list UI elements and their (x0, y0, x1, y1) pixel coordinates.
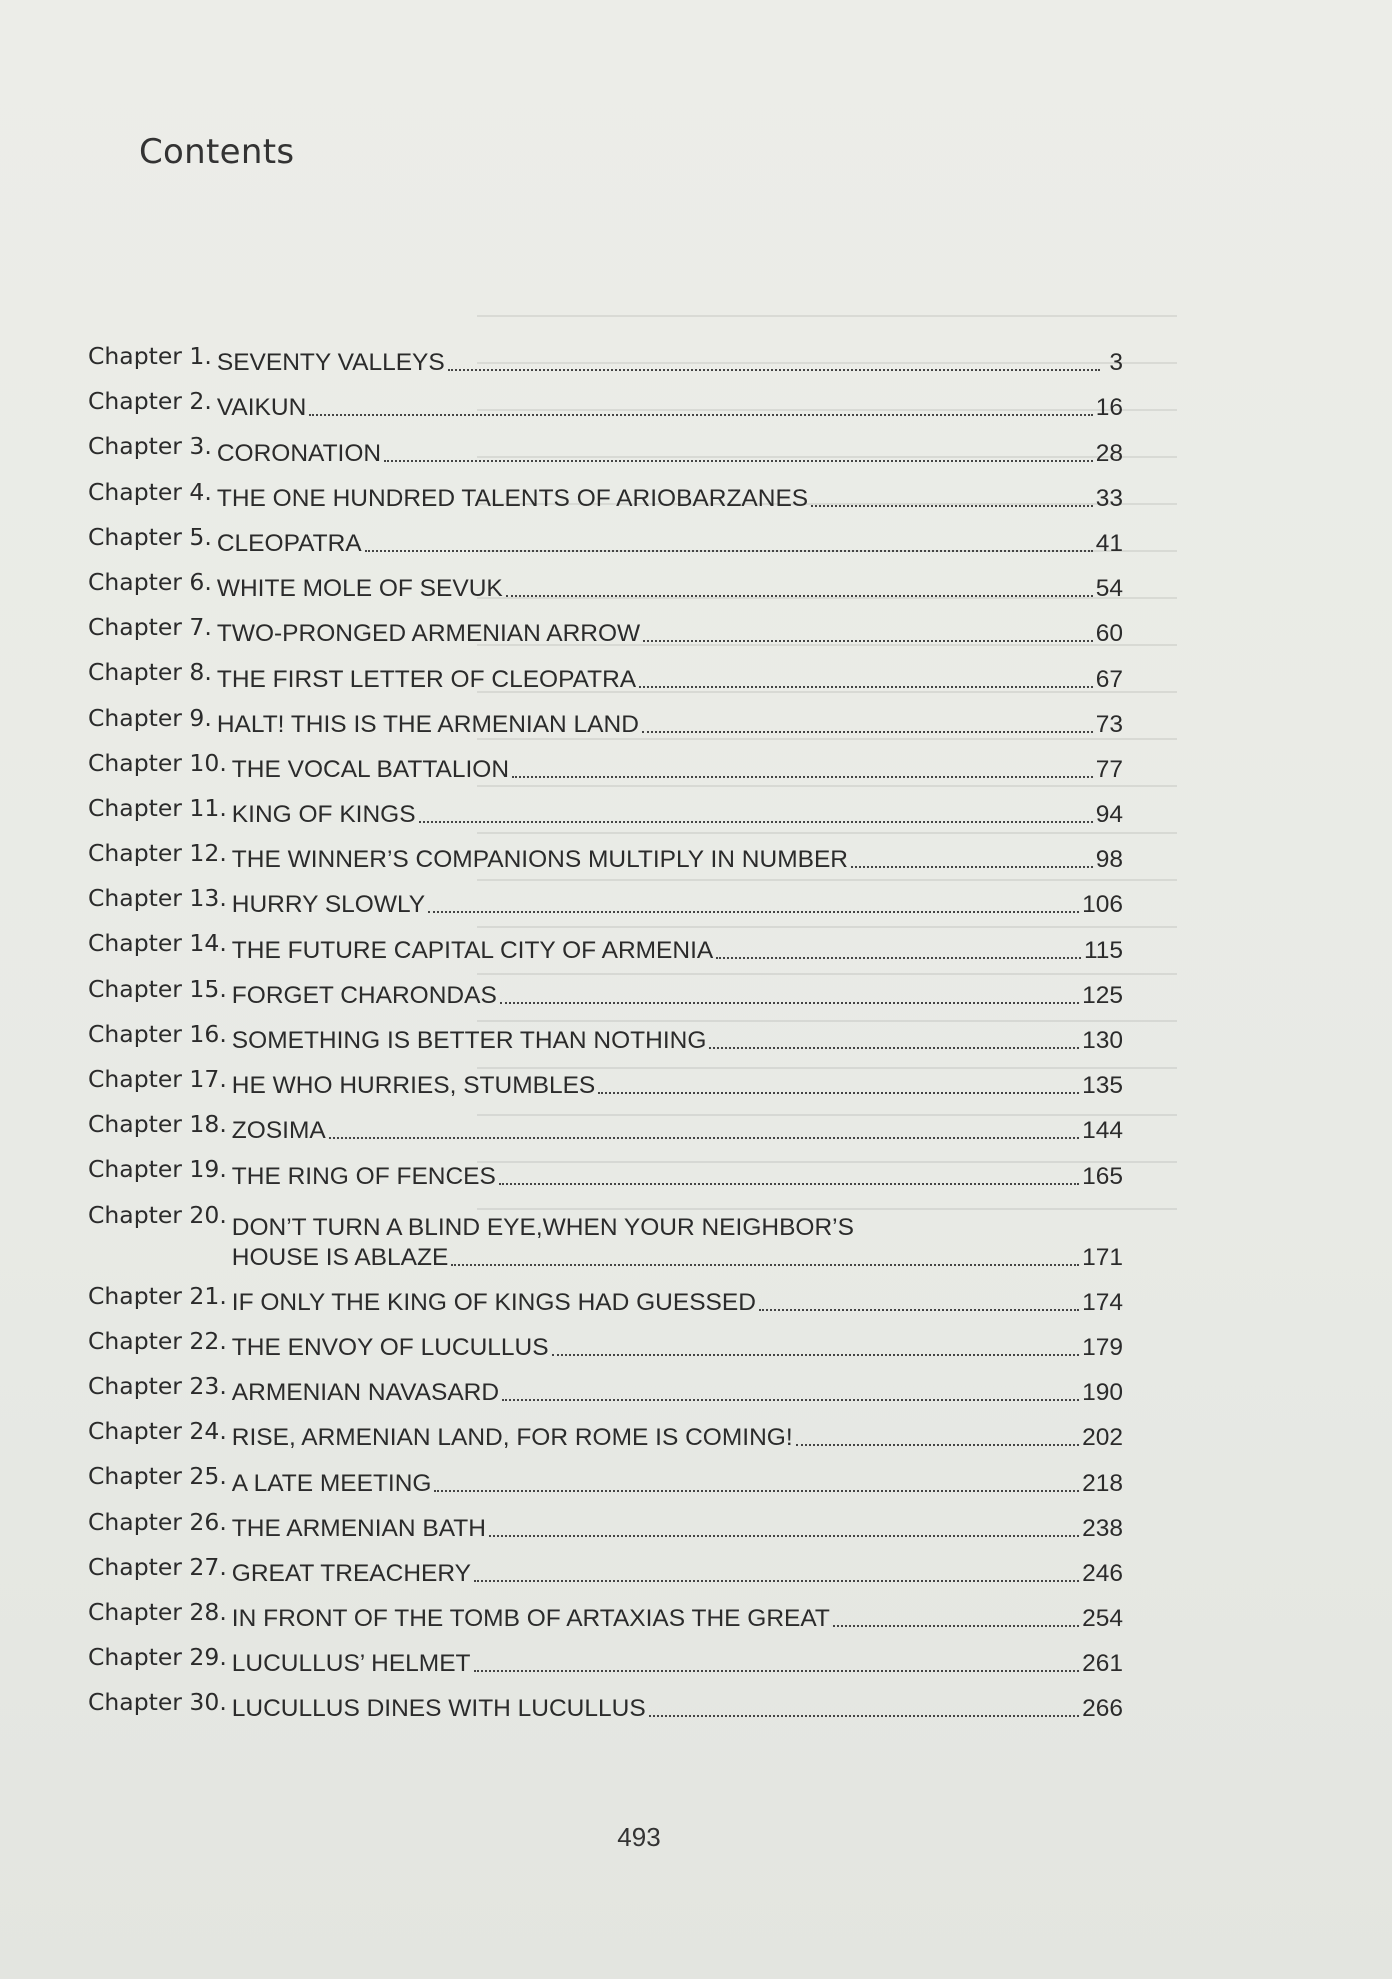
chapter-title: ARMENIAN NAVASARD (231, 1379, 500, 1407)
chapter-title: KING OF KINGS (231, 801, 416, 829)
entry-title-area (217, 574, 1123, 604)
entry-title-area (217, 439, 1123, 469)
entry-title-block (232, 1026, 1123, 1056)
entry-title-line (232, 936, 1123, 966)
entry-title-line (232, 1116, 1123, 1146)
entry-title-area (232, 800, 1123, 830)
entry-title-line (217, 393, 1123, 423)
entry-title-block (232, 1423, 1123, 1453)
entry-title-line (232, 1514, 1123, 1544)
dot-leader (419, 820, 1093, 823)
dot-leader (716, 956, 1081, 959)
entry-title-area (232, 1378, 1123, 1408)
toc-entry (88, 1499, 1123, 1544)
entry-title-block (232, 800, 1123, 830)
chapter-title: GREAT TREACHERY (231, 1559, 471, 1587)
entry-title-block (232, 1071, 1123, 1101)
entry-title-block (232, 845, 1123, 875)
toc-entry (88, 1101, 1123, 1146)
entry-title-area (232, 1071, 1123, 1101)
entry-title-line (217, 529, 1123, 559)
chapter-page-number: 3 (1109, 349, 1123, 377)
toc-entry (88, 604, 1123, 649)
chapter-page-number: 179 (1082, 1333, 1123, 1361)
chapter-page-number: 174 (1082, 1288, 1123, 1316)
entry-title-area (232, 1423, 1123, 1453)
dot-leader (598, 1091, 1079, 1094)
toc-entry (88, 695, 1123, 740)
entry-title-area (217, 529, 1123, 559)
chapter-number: Chapter 27. (88, 1552, 227, 1581)
dot-leader (329, 1136, 1079, 1139)
chapter-page-number: 115 (1083, 936, 1123, 964)
dot-leader (642, 730, 1093, 733)
dot-leader (448, 368, 1100, 371)
chapter-title: THE ARMENIAN BATH (231, 1514, 486, 1542)
chapter-title: VAIKUN (216, 394, 307, 422)
dot-leader (474, 1669, 1080, 1672)
entry-title-area (232, 1559, 1123, 1589)
entry-title-line (232, 1559, 1123, 1589)
entry-title-line (217, 665, 1123, 695)
dot-leader (796, 1443, 1079, 1446)
chapter-title: THE RING OF FENCES (231, 1162, 496, 1190)
chapter-title: CORONATION (216, 439, 382, 467)
entry-title-line (232, 800, 1123, 830)
chapter-title: FORGET CHARONDAS (231, 981, 497, 1009)
chapter-page-number: 67 (1095, 665, 1123, 693)
toc-entry (88, 423, 1123, 468)
dot-leader (639, 685, 1093, 688)
entry-title-block (232, 1604, 1123, 1634)
chapter-page-number: 261 (1082, 1650, 1123, 1678)
entry-title-block (217, 529, 1123, 559)
entry-title-area (232, 1649, 1123, 1679)
chapter-number: Chapter 22. (88, 1326, 227, 1355)
toc-entry (88, 1056, 1123, 1101)
chapter-number: Chapter 25. (88, 1462, 227, 1491)
dot-leader (709, 1046, 1079, 1049)
chapter-number: Chapter 23. (88, 1371, 227, 1400)
chapter-number: Chapter 1. (88, 342, 212, 370)
dot-leader (643, 639, 1093, 642)
table-of-contents (88, 333, 1123, 1724)
chapter-title: TWO-PRONGED ARMENIAN ARROW (216, 620, 641, 648)
entry-title-line (232, 1333, 1123, 1363)
toc-entry (88, 785, 1123, 830)
chapter-page-number: 238 (1082, 1514, 1123, 1542)
entry-title-block (232, 1162, 1123, 1192)
chapter-title: SEVENTY VALLEYS (216, 349, 445, 377)
toc-entry (88, 1318, 1123, 1363)
entry-title-area (232, 1162, 1123, 1192)
entry-title-area (232, 890, 1123, 920)
toc-entry (88, 469, 1123, 514)
chapter-page-number: 135 (1082, 1072, 1123, 1100)
chapter-title: LUCULLUS DINES WITH LUCULLUS (231, 1695, 646, 1723)
toc-entry (88, 740, 1123, 785)
entry-title-line (232, 1423, 1123, 1453)
entry-title-line (232, 1469, 1123, 1499)
toc-entry (88, 1589, 1123, 1634)
chapter-title: THE VOCAL BATTALION (231, 755, 510, 783)
chapter-title-line: DON’T TURN A BLIND EYE,WHEN YOUR NEIGHBOR’S (231, 1213, 854, 1241)
chapter-number: Chapter 15. (88, 974, 227, 1003)
chapter-number: Chapter 19. (88, 1155, 227, 1184)
entry-title-area (232, 755, 1123, 785)
chapter-page-number: 54 (1095, 575, 1123, 603)
entry-title-line (232, 1071, 1123, 1101)
dot-leader (833, 1624, 1079, 1627)
toc-entry (88, 1192, 1123, 1273)
chapter-number: Chapter 16. (88, 1019, 227, 1048)
chapter-number: Chapter 10. (88, 748, 227, 777)
toc-entry (88, 1544, 1123, 1589)
chapter-number: Chapter 21. (88, 1281, 227, 1310)
entry-title-area (232, 1694, 1123, 1724)
toc-entry (88, 514, 1123, 559)
chapter-title: IF ONLY THE KING OF KINGS HAD GUESSED (231, 1288, 756, 1316)
entry-title-area (217, 619, 1123, 649)
entry-title-block (217, 710, 1123, 740)
entry-title-line (232, 1243, 1123, 1273)
chapter-title: HURRY SLOWLY (231, 891, 426, 919)
chapter-title: THE ONE HUNDRED TALENTS OF ARIOBARZANES (216, 484, 809, 512)
toc-entry (88, 649, 1123, 694)
chapter-page-number: 125 (1082, 981, 1123, 1009)
chapter-number: Chapter 14. (88, 929, 227, 958)
toc-entry (88, 1679, 1123, 1724)
chapter-title: THE FUTURE CAPITAL CITY OF ARMENIA (231, 936, 714, 964)
entry-title-line (217, 710, 1123, 740)
entry-title-line (232, 845, 1123, 875)
entry-title-line (217, 439, 1123, 469)
entry-title-area (217, 665, 1123, 695)
entry-title-block (232, 890, 1123, 920)
chapter-title: HOUSE IS ABLAZE (231, 1243, 449, 1271)
chapter-page-number: 190 (1082, 1379, 1123, 1407)
page-number: 493 (617, 1822, 661, 1852)
entry-title-area (232, 981, 1123, 1011)
chapter-title: CLEOPATRA (216, 529, 362, 557)
chapter-number: Chapter 11. (88, 793, 227, 822)
entry-title-block (232, 1694, 1123, 1724)
entry-title-line (217, 619, 1123, 649)
dot-leader (759, 1308, 1079, 1311)
chapter-page-number: 98 (1095, 846, 1123, 874)
chapter-page-number: 202 (1082, 1424, 1123, 1452)
entry-title-area (217, 484, 1123, 514)
toc-entry (88, 559, 1123, 604)
chapter-number: Chapter 13. (88, 884, 227, 913)
dot-leader (502, 1398, 1079, 1401)
dot-leader (649, 1714, 1079, 1717)
dot-leader (489, 1534, 1079, 1537)
entry-title-line (232, 1649, 1123, 1679)
toc-entry (88, 1273, 1123, 1318)
dot-leader (811, 504, 1093, 507)
chapter-page-number: 130 (1082, 1027, 1123, 1054)
toc-entry (88, 378, 1123, 423)
toc-entry (88, 1408, 1123, 1453)
entry-title-area (217, 710, 1123, 740)
chapter-page-number: 16 (1095, 394, 1123, 422)
entry-title-block (232, 1333, 1123, 1363)
chapter-number: Chapter 4. (88, 477, 212, 506)
chapter-page-number: 218 (1082, 1469, 1123, 1497)
dot-leader (499, 1182, 1079, 1185)
entry-title-line (232, 1604, 1123, 1634)
toc-entry (88, 1634, 1123, 1679)
entry-title-block (217, 484, 1123, 514)
chapter-title: THE WINNER’S COMPANIONS MULTIPLY IN NUMBER (231, 846, 848, 874)
chapter-number: Chapter 7. (88, 613, 212, 642)
entry-title-area (232, 845, 1123, 875)
chapter-number: Chapter 24. (88, 1417, 227, 1446)
entry-title-area (217, 348, 1123, 378)
contents-heading: Contents (139, 132, 295, 172)
toc-entry (88, 1363, 1123, 1408)
chapter-number: Chapter 28. (88, 1597, 227, 1626)
chapter-number: Chapter 3. (88, 432, 212, 461)
entry-title-block (232, 1378, 1123, 1408)
entry-title-line (217, 484, 1123, 514)
chapter-page-number: 94 (1095, 801, 1123, 829)
entry-title-block (232, 1514, 1123, 1544)
chapter-number: Chapter 6. (88, 567, 212, 596)
toc-entry (88, 920, 1123, 965)
chapter-page-number: 28 (1095, 439, 1123, 467)
dot-leader (384, 459, 1093, 462)
toc-entry (88, 830, 1123, 875)
entry-title-line (232, 755, 1123, 785)
entry-title-area (217, 393, 1123, 423)
entry-title-block (217, 348, 1123, 378)
entry-title-block (232, 1288, 1123, 1318)
entry-title-block (217, 619, 1123, 649)
chapter-title: ZOSIMA (231, 1117, 326, 1145)
chapter-title: LUCULLUS’ HELMET (231, 1650, 471, 1678)
chapter-number: Chapter 29. (88, 1643, 227, 1672)
entry-title-block (232, 755, 1123, 785)
chapter-page-number: 246 (1082, 1559, 1123, 1587)
chapter-page-number: 165 (1082, 1162, 1123, 1190)
chapter-number: Chapter 17. (88, 1065, 227, 1093)
toc-entry (88, 333, 1123, 378)
chapter-title: RISE, ARMENIAN LAND, FOR ROME IS COMING! (231, 1424, 793, 1452)
chapter-page-number: 41 (1095, 529, 1123, 557)
entry-title-block (232, 936, 1123, 966)
chapter-title: THE ENVOY OF LUCULLUS (231, 1333, 549, 1361)
chapter-number: Chapter 18. (88, 1110, 227, 1139)
chapter-page-number: 144 (1082, 1117, 1123, 1145)
dot-leader (451, 1263, 1079, 1266)
chapter-number: Chapter 12. (88, 839, 227, 868)
dot-leader (506, 594, 1093, 597)
toc-entry (88, 875, 1123, 920)
entry-title-line (232, 890, 1123, 920)
entry-title-block (232, 1213, 1123, 1273)
entry-title-area (232, 936, 1123, 966)
chapter-number: Chapter 20. (88, 1200, 227, 1229)
chapter-page-number: 33 (1095, 484, 1123, 512)
toc-entry (88, 1011, 1123, 1056)
entry-title-line (217, 574, 1123, 604)
entry-title-line (232, 1026, 1123, 1056)
chapter-number: Chapter 30. (88, 1688, 227, 1717)
chapter-number: Chapter 5. (88, 522, 212, 551)
entry-title-block (232, 1649, 1123, 1679)
chapter-page-number: 73 (1095, 710, 1123, 738)
chapter-title: THE FIRST LETTER OF CLEOPATRA (216, 665, 637, 693)
chapter-number: Chapter 26. (88, 1507, 227, 1536)
chapter-page-number: 77 (1095, 755, 1123, 783)
entry-title-line (232, 1378, 1123, 1408)
entry-title-block (217, 665, 1123, 695)
dot-leader (365, 549, 1093, 552)
entry-title-area (232, 1514, 1123, 1544)
dot-leader (500, 1001, 1079, 1004)
entry-title-block (217, 439, 1123, 469)
entry-title-line (217, 348, 1123, 378)
entry-title-line (232, 1694, 1123, 1724)
entry-title-area (232, 1469, 1123, 1499)
chapter-page-number: 106 (1082, 891, 1123, 919)
entry-title-block (232, 1469, 1123, 1499)
dot-leader (512, 775, 1093, 778)
entry-title-area (232, 1213, 1123, 1273)
chapter-title: SOMETHING IS BETTER THAN NOTHING (231, 1027, 707, 1054)
chapter-title: WHITE MOLE OF SEVUK (216, 575, 503, 603)
chapter-number: Chapter 2. (88, 387, 212, 416)
entry-title-block (217, 574, 1123, 604)
chapter-number: Chapter 9. (88, 703, 212, 732)
entry-title-area (232, 1288, 1123, 1318)
dot-leader (552, 1353, 1080, 1356)
entry-title-block (217, 393, 1123, 423)
toc-entry (88, 966, 1123, 1011)
chapter-title: A LATE MEETING (231, 1469, 432, 1497)
chapter-number: Chapter 8. (88, 658, 212, 687)
entry-title-block (232, 1559, 1123, 1589)
entry-title-line (232, 981, 1123, 1011)
entry-title-area (232, 1604, 1123, 1634)
dot-leader (474, 1579, 1079, 1582)
dot-leader (851, 865, 1093, 868)
chapter-title: HE WHO HURRIES, STUMBLES (231, 1072, 596, 1100)
dot-leader (309, 413, 1092, 416)
chapter-page-number: 171 (1082, 1243, 1123, 1271)
entry-title-line (232, 1162, 1123, 1192)
dot-leader (428, 910, 1079, 913)
toc-entry (88, 1146, 1123, 1191)
chapter-title: HALT! THIS IS THE ARMENIAN LAND (216, 710, 639, 738)
entry-title-area (232, 1116, 1123, 1146)
entry-title-area (232, 1026, 1123, 1056)
entry-title-line (232, 1288, 1123, 1318)
entry-title-block (232, 981, 1123, 1011)
toc-entry (88, 1453, 1123, 1498)
chapter-page-number: 266 (1082, 1695, 1123, 1723)
chapter-title: IN FRONT OF THE TOMB OF ARTAXIAS THE GREAT (231, 1605, 830, 1633)
dot-leader (434, 1489, 1079, 1492)
entry-title-block (232, 1116, 1123, 1146)
chapter-page-number: 254 (1082, 1605, 1123, 1633)
entry-title-area (232, 1333, 1123, 1363)
chapter-page-number: 60 (1095, 620, 1123, 648)
